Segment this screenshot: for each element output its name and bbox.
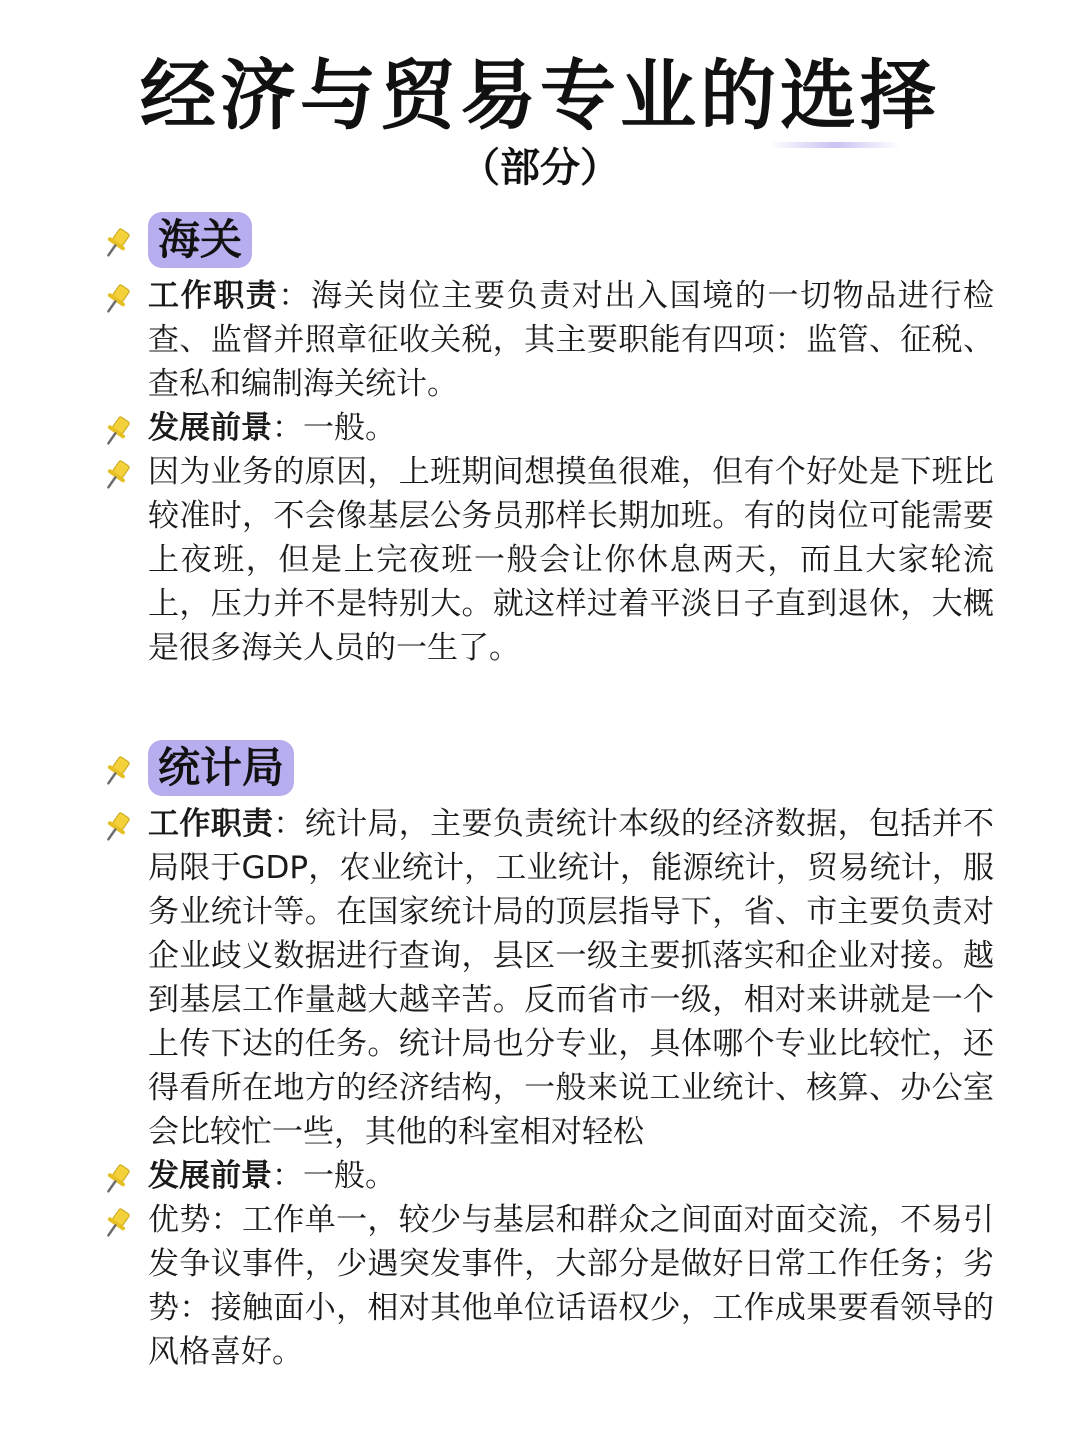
list-item [0,406,1080,450]
item-text: 海关岗位主要负责对出入国境的一切物品进行检查、监督并照章征收关税，其主要职能有四项：监管、征税、查私和编制海关统计。 [148,278,995,402]
item-text: 统计局，主要负责统计本级的经济数据，包括并不局限于GDP，农业统计，工业统计，能源统计，贸易统计，服务业统计等。在国家统计局的顶层指导下，省、市主要负责对企业歧义数据进行查询，县区一级主要抓落实和企业对接。越到基层工作量越大越辛苦。反而省市一级，相对来讲就是一个上传下达的任务。统计局也分专业，具体哪个专业比较忙，还得看所在地方的经济结构，一般来说工业统计、核算、办公室会比较忙一些，其他的科室相对轻松 [148,806,995,1150]
item-label: 工作职责 [148,806,274,842]
pushpin-icon [100,226,134,260]
pushpin-icon [100,458,134,492]
title-accent-underline [770,142,900,148]
pushpin-icon [100,1206,134,1240]
pushpin-icon [100,810,134,844]
section-heading-row [0,212,1080,270]
item-paragraph [148,450,994,670]
section-customs [0,212,1080,670]
section-heading-row [0,740,1080,798]
section-statistics-bureau [0,740,1080,1374]
item-paragraph [148,1198,994,1374]
item-separator: ： [272,1158,303,1194]
pushpin-icon [100,414,134,448]
section-heading: 统计局 [148,740,294,796]
list-item [0,802,1080,1154]
item-separator: ： [278,278,312,314]
item-text: 一般。 [303,1158,396,1194]
item-paragraph [148,406,994,450]
list-item [0,274,1080,406]
item-label: 工作职责 [148,278,279,314]
item-separator: ： [273,806,305,842]
item-paragraph [148,802,994,1154]
list-item [0,450,1080,670]
item-text: 因为业务的原因，上班期间想摸鱼很难，但有个好处是下班比较准时，不会像基层公务员那样长期加班。有的岗位可能需要上夜班，但是上完夜班一般会让你休息两天，而且大家轮流上，压力并不是特别大。就这样过着平淡日子直到退休，大概是很多海关人员的一生了。 [148,454,994,666]
section-heading: 海关 [148,212,252,268]
page-subtitle: （部分） [460,145,620,191]
item-label: 发展前景 [148,410,272,446]
item-label: 发展前景 [148,1158,272,1194]
pushpin-icon [100,282,134,316]
item-separator: ： [272,410,303,446]
pushpin-icon [100,754,134,788]
item-text: 一般。 [303,410,396,446]
item-paragraph [148,274,994,406]
list-item [0,1198,1080,1374]
pushpin-icon [100,1162,134,1196]
item-text: 优势：工作单一，较少与基层和群众之间面对面交流，不易引发争议事件，少遇突发事件，大部分是做好日常工作任务；劣势：接触面小，相对其他单位话语权少，工作成果要看领导的风格喜好。 [148,1202,994,1370]
list-item [0,1154,1080,1198]
item-paragraph [148,1154,994,1198]
page-title: 经济与贸易专业的选择 [140,51,940,140]
